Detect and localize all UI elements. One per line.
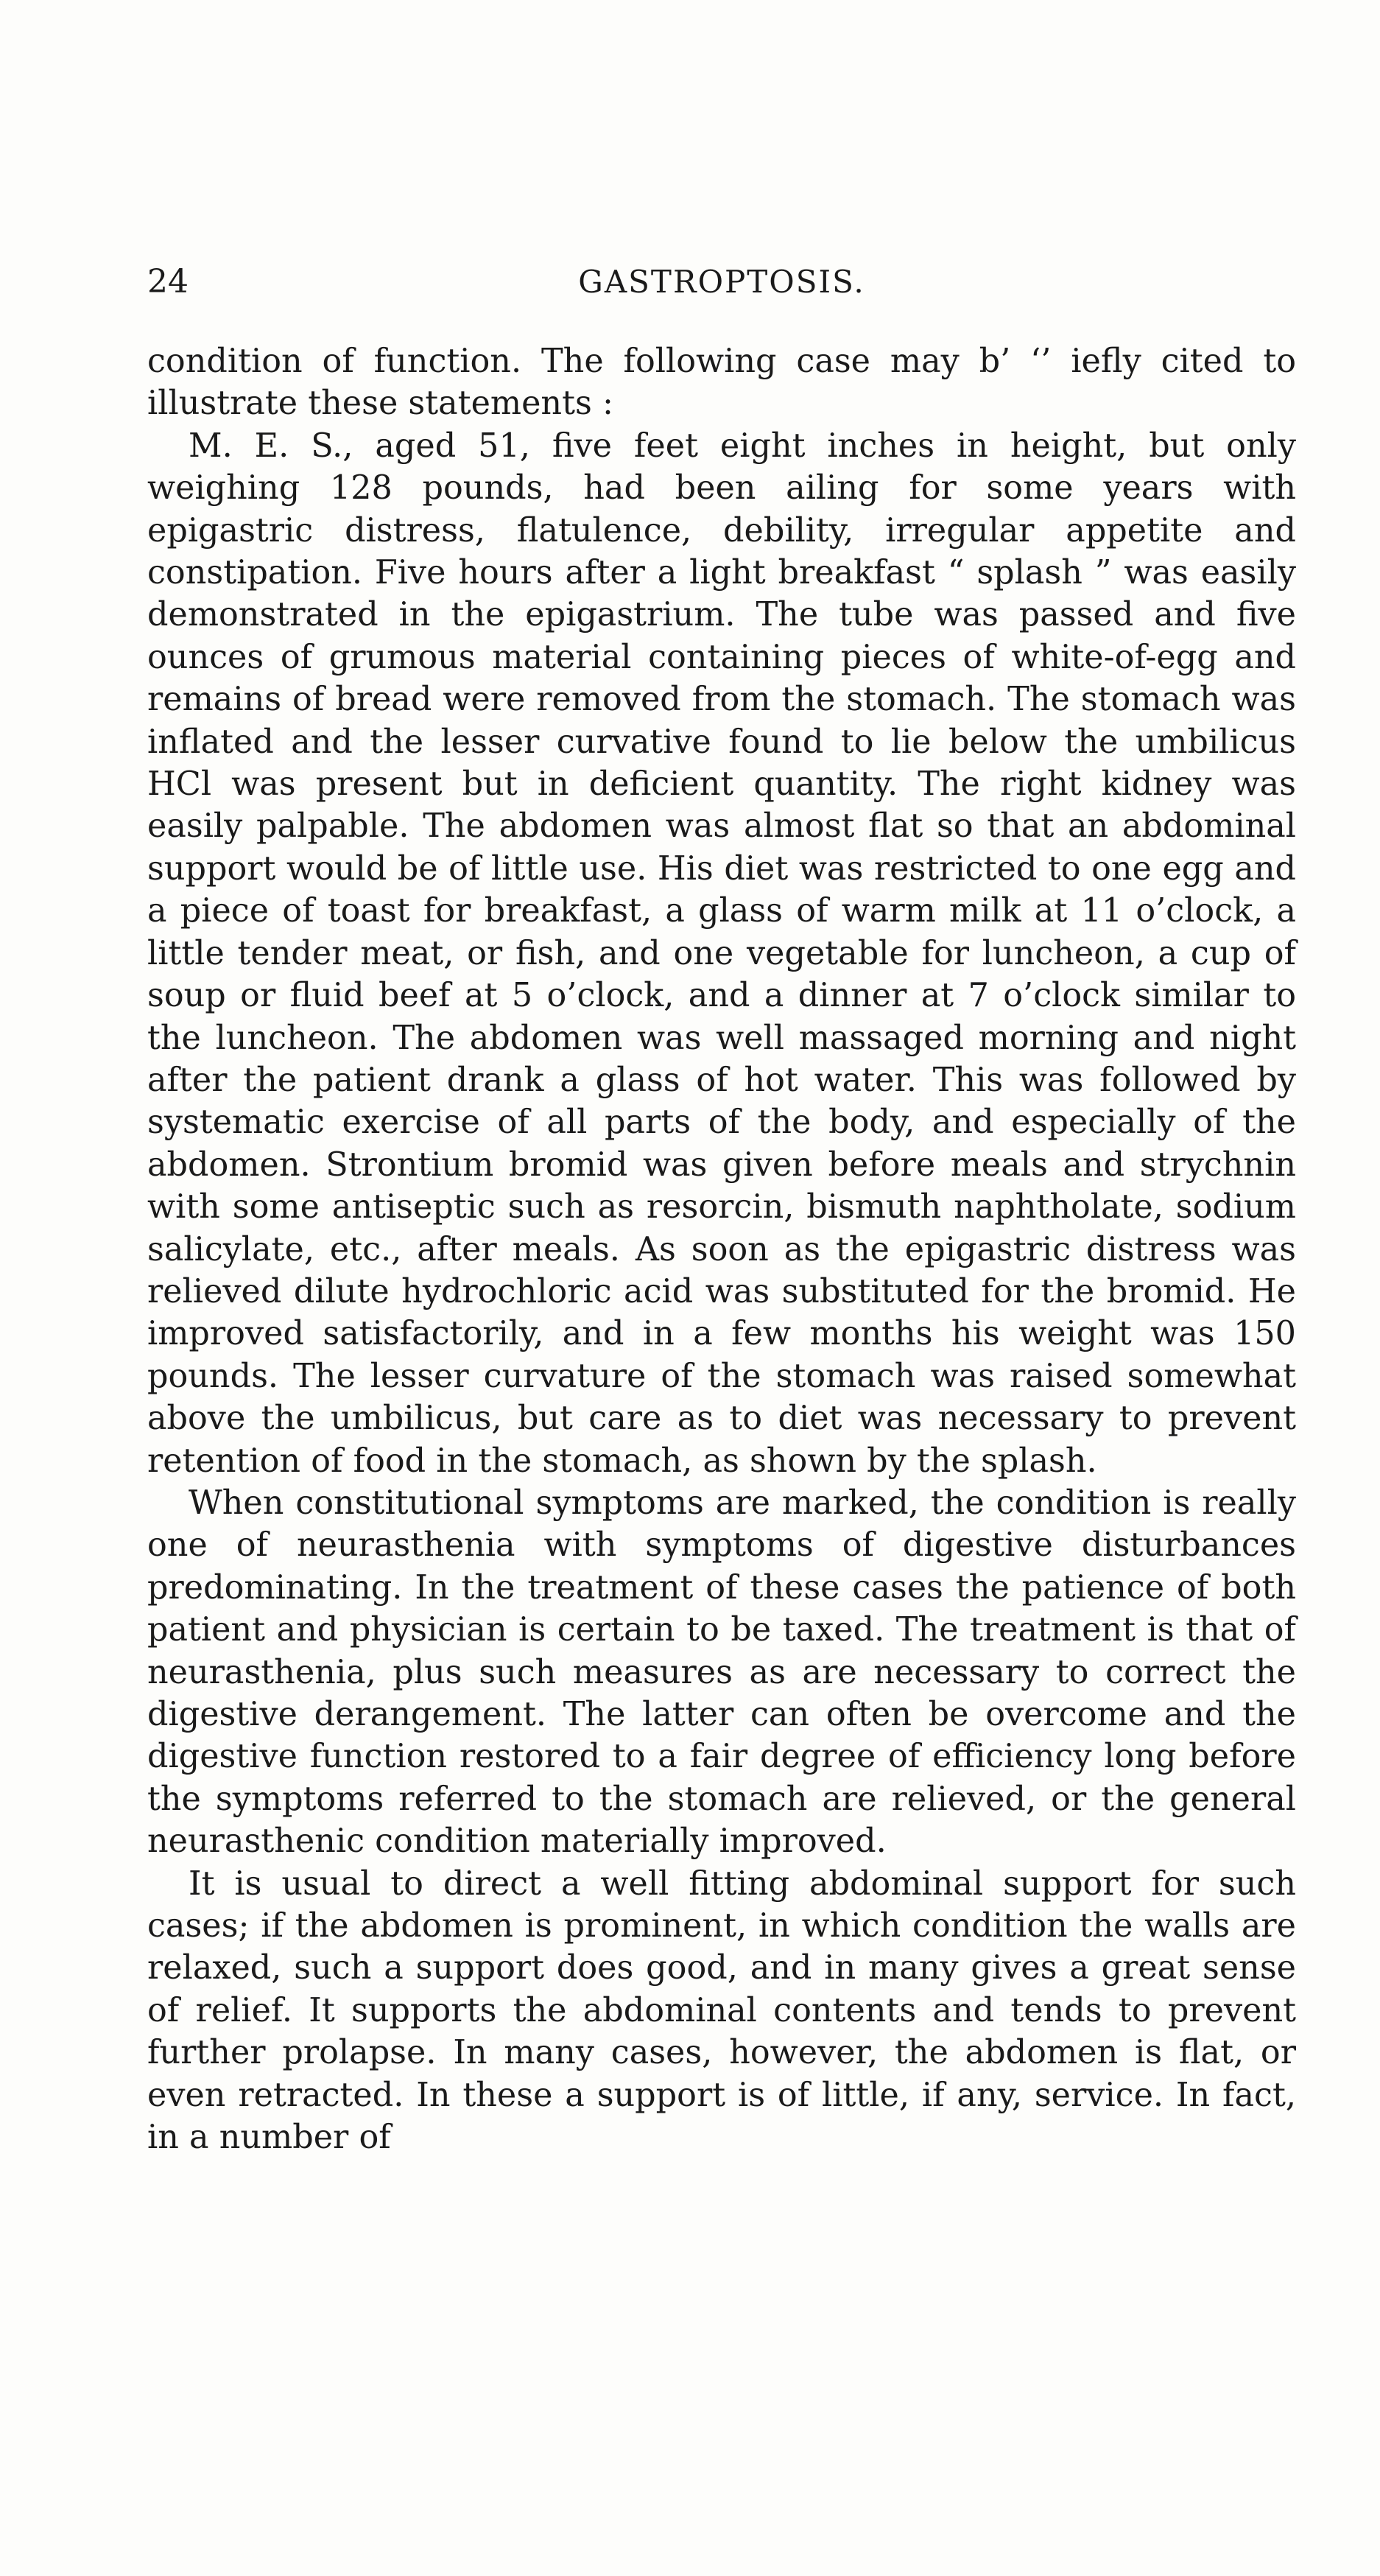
paragraph-continuation: condition of function. The following case may b’ ‘’ iefly cited to illustrate these statements : bbox=[147, 343, 1296, 423]
paragraph-constitutional-symptoms: When constitutional symptoms are marked, the condition is really one of neurasthenia with symptoms of digestive disturbances predominating. In the treatment of these cases the patience of both patient and physician is certain to be taxed. The treatment is that of neurasthenia, plus such measures as are necessary to correct the digestive derangement. The latter can often be overcome and the digestive function restored to a fair degree of efficiency long before the symptoms referred to the stomach are relieved, or the general neurasthenic condition materially improved. bbox=[147, 1484, 1296, 1861]
body-text bbox=[147, 340, 1296, 2158]
paragraph-case-report: M. E. S., aged 51, five feet eight inches in height, but only weighing 128 pounds, had been ailing for some years with epigastric distress, flatulence, debility, irregular appetite and constipation. Five hours after a light breakfast “ splash ” was easily demonstrated in the epigastrium. The tube was passed and five ounces of grumous material containing pieces of white-of-egg and remains of bread were removed from the stomach. The stomach was inflated and the lesser curvative found to lie below the umbilicus HCl was present but in deficient quantity. The right kidney was easily palpable. The abdomen was almost flat so that an abdominal support would be of little use. His diet was restricted to one egg and a piece of toast for breakfast, a glass of warm milk at 11 o’clock, a little tender meat, or fish, and one vegetable for luncheon, a cup of soup or fluid beef at 5 o’clock, and a dinner at 7 o’clock similar to the luncheon. The abdomen was well massaged morning and night after the patient drank a glass of hot water. This was followed by systematic exercise of all parts of the body, and especially of the abdomen. Strontium bromid was given before meals and strychnin with some antiseptic such as resorcin, bismuth naphtholate, sodium salicylate, etc., after meals. As soon as the epigastric distress was relieved dilute hydrochloric acid was substituted for the bromid. He improved satisfactorily, and in a few months his weight was 150 pounds. The lesser curvature of the stomach was raised somewhat above the umbilicus, but care as to diet was necessary to prevent retention of food in the stomach, as shown by the splash. bbox=[147, 427, 1296, 1480]
paragraph-abdominal-support: It is usual to direct a well fitting abdominal support for such cases; if the abdomen is prominent, in which condition the walls are relaxed, such a support does good, and in many gives a great sense of relief. It supports the abdominal contents and tends to prevent further prolapse. In many cases, however, the abdomen is flat, or even retracted. In these a support is of little, if any, service. In fact, in a number of bbox=[147, 1864, 1296, 2157]
running-title: GASTROPTOSIS. bbox=[578, 264, 865, 300]
page-number: 24 bbox=[147, 263, 189, 301]
page-header bbox=[147, 262, 1296, 313]
